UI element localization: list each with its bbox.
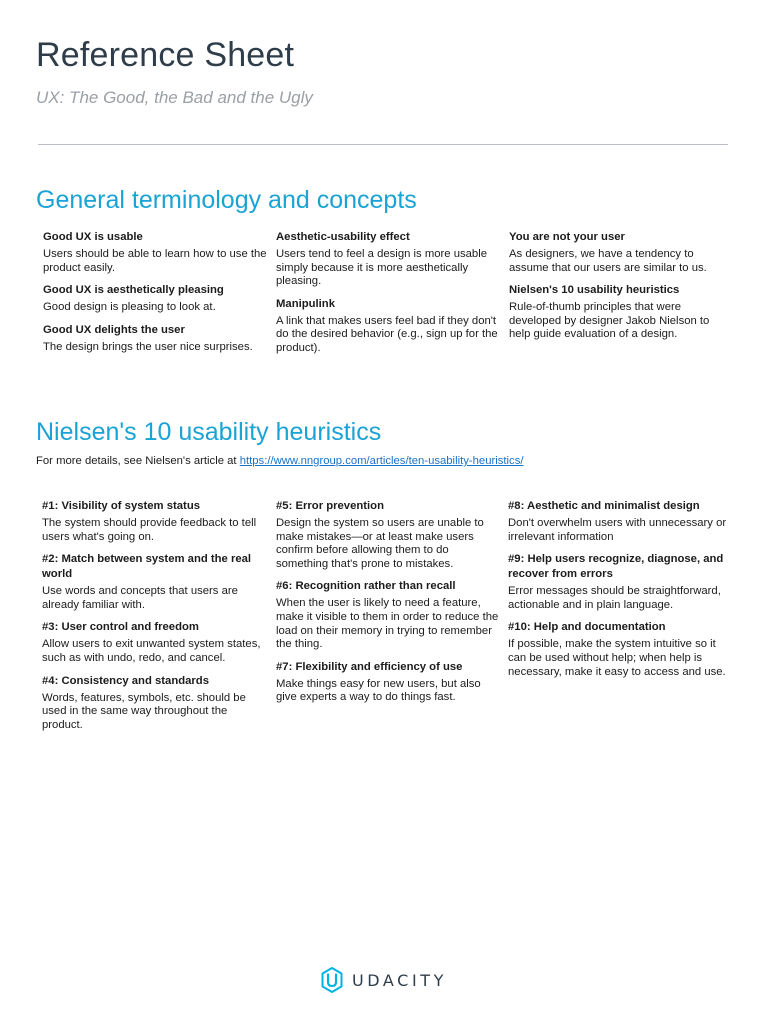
- term-description: If possible, make the system intuitive so it can be used without help; when help is necessary, make it easy to access and use.: [508, 638, 726, 678]
- terminology-column-3: [509, 230, 733, 350]
- term-title: #4: Consistency and standards: [42, 674, 209, 687]
- page-title: Reference Sheet: [36, 36, 295, 74]
- term-item: [509, 230, 733, 275]
- term-item: [42, 499, 266, 544]
- heuristics-column-1: [42, 499, 266, 740]
- header-divider: [38, 144, 728, 145]
- term-title: Nielsen's 10 usability heuristics: [509, 284, 680, 297]
- term-description: The system should provide feedback to tell users what's going on.: [42, 517, 257, 543]
- term-description: Use words and concepts that users are already familiar with.: [42, 585, 238, 611]
- term-description: The design brings the user nice surprises.: [43, 340, 253, 353]
- term-item: [508, 552, 732, 612]
- term-title: #6: Recognition rather than recall: [276, 580, 456, 593]
- section-title-heuristics: Nielsen's 10 usability heuristics: [36, 418, 382, 446]
- section-title-terminology: General terminology and concepts: [36, 186, 417, 214]
- term-description: As designers, we have a tendency to assume that our users are similar to us.: [509, 248, 707, 274]
- term-description: Rule-of-thumb principles that were developed by designer Jakob Nielson to help guide evaluation of a design.: [509, 301, 710, 341]
- term-description: Design the system so users are unable to make mistakes—or at least make users confirm before allowing them to do something that's prone to mistakes.: [276, 517, 484, 570]
- term-item: [43, 230, 267, 275]
- term-title: #5: Error prevention: [276, 500, 384, 512]
- term-item: [43, 323, 267, 355]
- term-item: [276, 579, 500, 651]
- term-title: #8: Aesthetic and minimalist design: [508, 500, 700, 512]
- terminology-column-2: [276, 230, 500, 364]
- heuristics-column-3: [508, 499, 732, 687]
- term-title: #3: User control and freedom: [42, 621, 199, 634]
- term-description: A link that makes users feel bad if they don't do the desired behavior (e.g., sign up for the product).: [276, 314, 498, 354]
- term-title: Good UX is usable: [43, 231, 143, 243]
- term-title: #7: Flexibility and efficiency of use: [276, 660, 463, 673]
- term-item: [276, 499, 500, 571]
- term-item: [43, 283, 267, 315]
- heuristics-intro: [36, 455, 524, 467]
- heuristics-column-2: [276, 499, 500, 713]
- term-item: [42, 620, 266, 665]
- term-title: #9: Help users recognize, diagnose, and recover from errors: [508, 553, 724, 581]
- term-title: Good UX is aesthetically pleasing: [43, 284, 224, 297]
- term-item: [508, 499, 732, 544]
- term-description: Error messages should be straightforward, actionable and in plain language.: [508, 585, 721, 611]
- udacity-logo-icon: [321, 967, 343, 993]
- term-description: Users should be able to learn how to use the product easily.: [43, 248, 267, 274]
- term-description: Users tend to feel a design is more usable simply because it is more aesthetically pleasing.: [276, 248, 487, 288]
- term-title: You are not your user: [509, 231, 625, 243]
- nngroup-article-link[interactable]: https://www.nngroup.com/articles/ten-usability-heuristics/: [239, 455, 524, 467]
- term-item: [509, 283, 733, 342]
- term-item: [276, 297, 500, 356]
- term-description: Make things easy for new users, but also give experts a way to do things fast.: [276, 677, 481, 704]
- term-item: [42, 674, 266, 733]
- term-description: Don't overwhelm users with unnecessary or irrelevant information: [508, 517, 727, 543]
- term-title: #1: Visibility of system status: [42, 500, 201, 512]
- term-title: #2: Match between system and the real world: [42, 553, 252, 581]
- term-item: [276, 660, 500, 705]
- terminology-column-1: [43, 230, 267, 362]
- udacity-logo: [0, 966, 768, 994]
- term-item: [276, 230, 500, 289]
- term-description: When the user is likely to need a feature, make it visible to them in order to reduce the load on their memory in trying to remember the thing.: [276, 597, 499, 651]
- term-description: Words, features, symbols, etc. should be used in the same way throughout the product.: [42, 691, 246, 731]
- page-subtitle: UX: The Good, the Bad and the Ugly: [36, 88, 313, 107]
- term-description: Good design is pleasing to look at.: [43, 301, 216, 314]
- term-description: Allow users to exit unwanted system states, such as with undo, redo, and cancel.: [42, 638, 261, 664]
- term-title: #10: Help and documentation: [508, 621, 666, 634]
- term-title: Good UX delights the user: [43, 323, 185, 336]
- term-item: [42, 552, 266, 612]
- udacity-wordmark: UDACITY: [351, 970, 448, 990]
- term-title: Manipulink: [276, 297, 335, 310]
- intro-text: For more details, see Nielsen's article at: [36, 455, 240, 467]
- term-title: Aesthetic-usability effect: [276, 231, 410, 243]
- term-item: [508, 620, 732, 679]
